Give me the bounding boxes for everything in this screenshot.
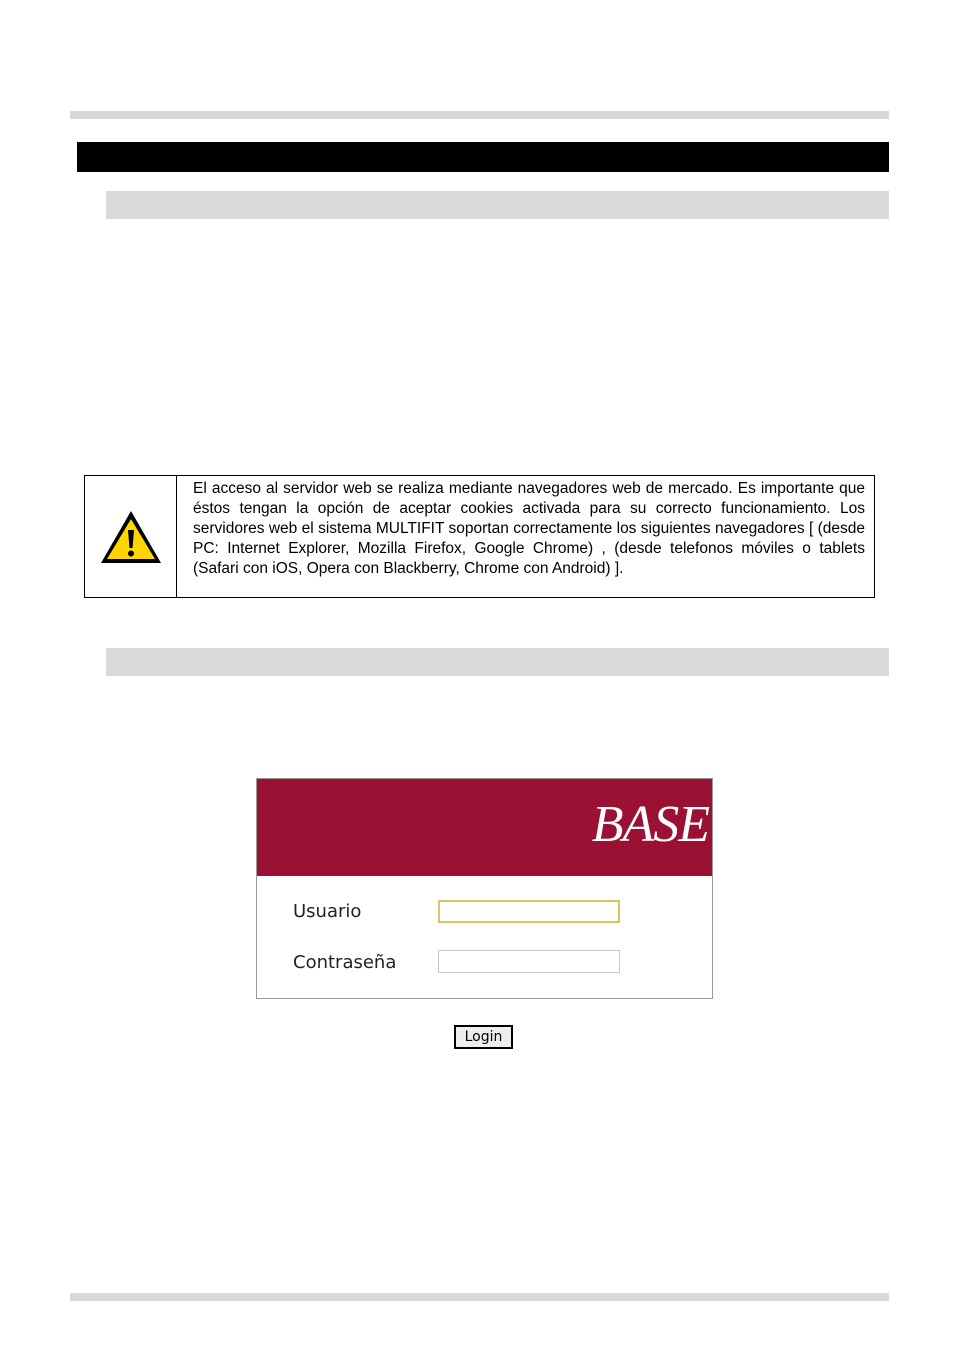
username-input[interactable] — [438, 900, 620, 923]
login-header — [257, 779, 712, 876]
warning-icon-cell — [85, 476, 177, 597]
brand-logo: BASE — [591, 796, 709, 853]
warning-note — [84, 475, 875, 598]
top-divider — [70, 111, 889, 119]
warning-triangle-icon — [98, 508, 164, 566]
section-heading-bar-1 — [106, 191, 889, 219]
password-input[interactable] — [438, 950, 620, 973]
chapter-title-bar — [77, 142, 889, 172]
login-button[interactable]: Login — [454, 1025, 513, 1049]
login-panel — [256, 778, 713, 999]
username-label: Usuario — [293, 901, 362, 922]
section-heading-bar-2 — [106, 648, 889, 676]
warning-text: El acceso al servidor web se realiza mediante navegadores web de mercado. Es importante que éstos tengan la opción de aceptar cookies activada para su correcto funcionamiento. Los servidores web el sistema MULTIFIT soportan correctamente los siguientes navegadores [ (desde PC: Internet Explorer, Mozilla Firefox, Google Chrome) , (desde telefonos móviles o tablets (Safari con iOS, Opera con Blackberry, Chrome con Android) ]. — [193, 480, 865, 577]
password-label: Contraseña — [293, 952, 397, 973]
bottom-divider — [70, 1293, 889, 1301]
